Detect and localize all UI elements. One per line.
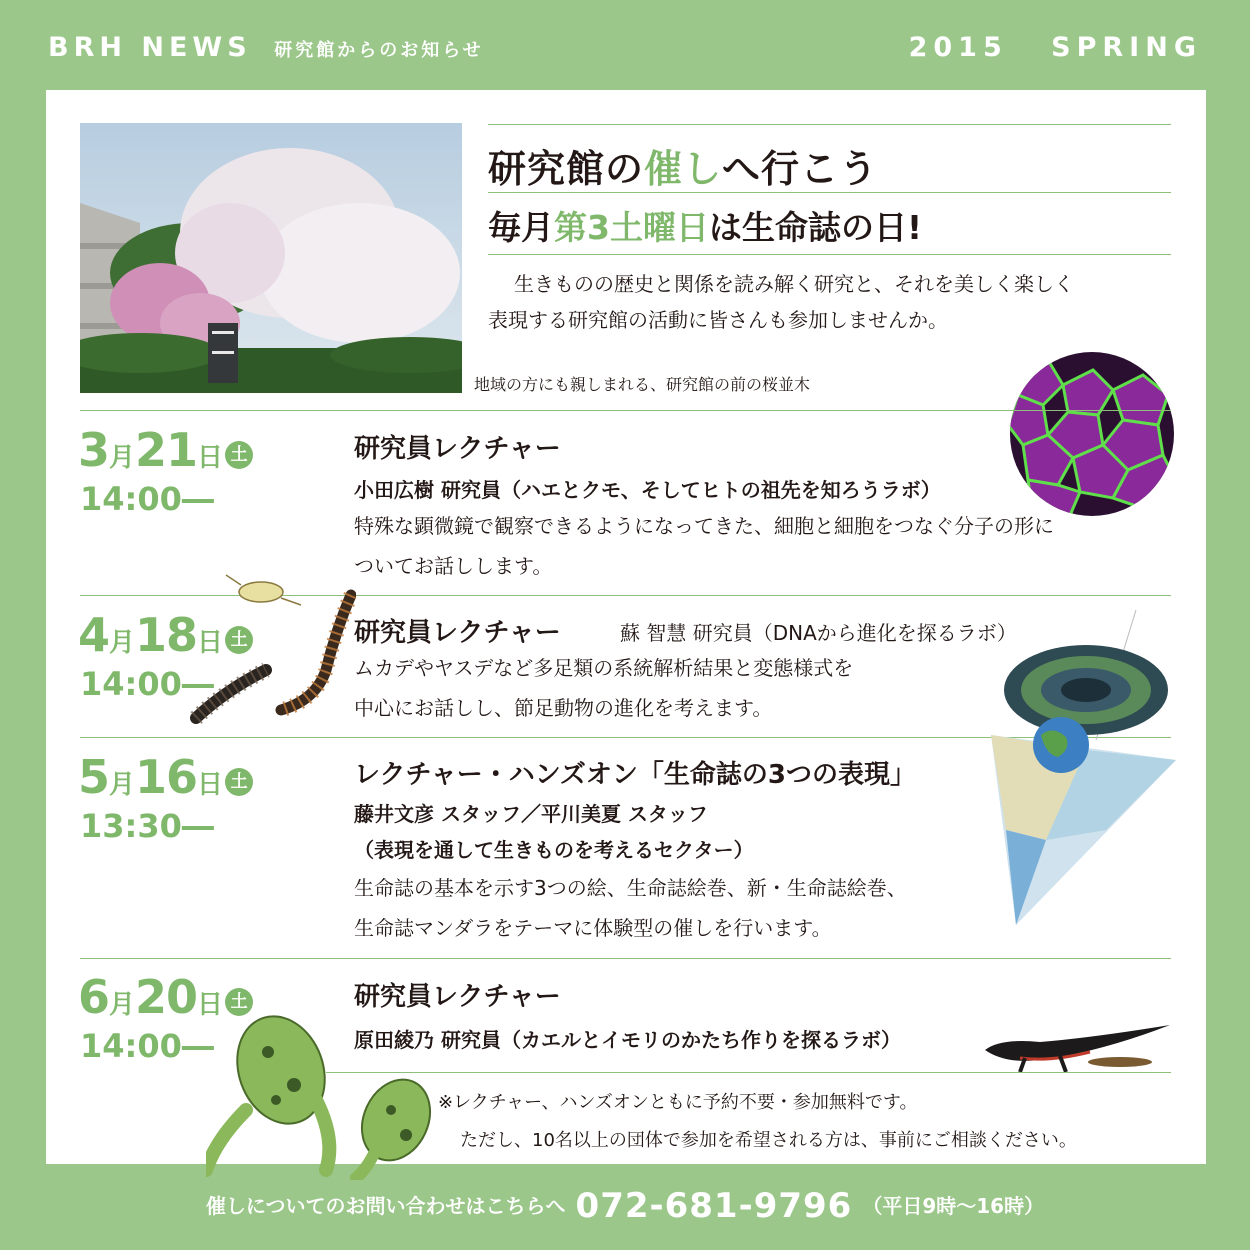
event-month: 6 <box>78 970 110 1024</box>
event-title: 研究員レクチャー <box>354 434 561 464</box>
divider <box>488 254 1171 255</box>
month-unit: 月 <box>109 628 136 658</box>
event-month: 3 <box>78 423 110 477</box>
note-line: ただし、10名以上の団体で参加を希望される方は、事前にご相談ください。 <box>460 1130 1077 1151</box>
issue-season: SPRING <box>1051 32 1202 63</box>
event-day: 16 <box>135 750 198 804</box>
frog-illustration <box>206 990 456 1184</box>
subtitle-text: 毎月 <box>488 208 554 247</box>
content-panel <box>46 90 1206 1164</box>
newt-illustration <box>980 1020 1180 1084</box>
event-title: 研究員レクチャー <box>354 982 561 1012</box>
day-unit: 日 <box>197 628 224 658</box>
month-unit: 月 <box>109 990 136 1020</box>
contact-hours: （平日9時〜16時） <box>862 1194 1045 1218</box>
divider <box>80 410 1171 411</box>
event-time: 13:30― <box>80 807 214 845</box>
month-unit: 月 <box>109 770 136 800</box>
biohistory-cone-illustration <box>986 610 1186 934</box>
weekday-badge: 土 <box>225 626 253 654</box>
divider <box>488 192 1171 193</box>
note-text <box>438 1084 1077 1160</box>
description-line: 生命誌の基本を示す3つの絵、生命誌絵巻、新・生命誌絵巻、 <box>354 876 907 900</box>
divider <box>80 958 1171 959</box>
phone-number: 072-681-9796 <box>575 1186 853 1226</box>
brand-title: BRH NEWS <box>48 32 252 63</box>
event-speaker: 藤井文彦 スタッフ／平川美夏 スタッフ <box>354 802 708 826</box>
header-right <box>909 32 1202 63</box>
description-line: ついてお話しします。 <box>354 554 553 578</box>
note-line: ※レクチャー、ハンズオンともに予約不要・参加無料です。 <box>438 1092 918 1113</box>
intro-line: 生きものの歴史と関係を読み解く研究と、それを美しく楽しく <box>514 272 1074 296</box>
divider <box>488 124 1171 125</box>
description-line: 中心にお話しし、節足動物の進化を考えます。 <box>354 696 773 720</box>
event-month: 5 <box>78 750 110 804</box>
event-date <box>78 423 253 477</box>
intro-line: 表現する研究館の活動に皆さんも参加しませんか。 <box>488 308 948 332</box>
issue-year: 2015 <box>908 32 1008 63</box>
page-title <box>488 138 878 193</box>
title-text: へ行こう <box>722 147 879 191</box>
title-highlight: 催し <box>644 147 723 191</box>
event-month: 4 <box>78 608 110 662</box>
event-speaker: 小田広樹 研究員（ハエとクモ、そしてヒトの祖先を知ろうラボ） <box>354 478 941 502</box>
event-day: 21 <box>135 423 198 477</box>
footer-contact <box>0 1186 1250 1226</box>
description-line: 特殊な顕微鏡で観察できるようになってきた、細胞と細胞をつなぐ分子の形に <box>354 514 1054 538</box>
intro-text <box>488 266 1178 338</box>
day-unit: 日 <box>197 443 224 473</box>
event-speaker-affiliation: （表現を通して生きものを考えるセクター） <box>354 838 754 862</box>
contact-prefix: 催しについてのお問い合わせはこちらへ <box>205 1194 566 1218</box>
event-time: 14:00― <box>80 665 214 703</box>
cherry-blossom-photo <box>80 123 462 393</box>
event-description <box>354 506 1174 586</box>
day-unit: 日 <box>197 770 224 800</box>
month-unit: 月 <box>109 443 136 473</box>
description-line: ムカデやヤスデなど多足類の系統解析結果と変態様式を <box>354 656 854 680</box>
event-title: レクチャー・ハンズオン「生命誌の3つの表現」 <box>354 760 917 790</box>
event-speaker: 蘇 智慧 研究員（DNAから進化を探るラボ） <box>620 621 1017 645</box>
subtitle-text: は生命誌の日! <box>708 208 923 247</box>
day-unit: 日 <box>197 990 224 1020</box>
header-left <box>48 32 484 63</box>
event-speaker: 原田綾乃 研究員（カエルとイモリのかたち作りを探るラボ） <box>354 1028 901 1052</box>
subtitle-highlight: 第3土曜日 <box>554 208 709 247</box>
weekday-badge: 土 <box>225 441 253 469</box>
event-title: 研究員レクチャー <box>354 618 561 648</box>
centipede-millipede-illustration <box>186 570 356 734</box>
cell-microscope-image <box>1008 350 1176 522</box>
title-text: 研究館の <box>488 147 645 191</box>
weekday-badge: 土 <box>225 768 253 796</box>
description-line: 生命誌マンダラをテーマに体験型の催しを行います。 <box>354 916 832 940</box>
event-time: 14:00― <box>80 480 214 518</box>
brand-subtitle: 研究館からのお知らせ <box>274 40 484 61</box>
event-day: 18 <box>135 608 198 662</box>
event-time: 14:00― <box>80 1027 214 1065</box>
weekday-badge: 土 <box>225 988 253 1016</box>
photo-caption: 地域の方にも親しまれる、研究館の前の桜並木 <box>474 375 811 394</box>
event-date <box>78 750 253 804</box>
event-day: 20 <box>135 970 198 1024</box>
page-subtitle <box>488 202 922 249</box>
